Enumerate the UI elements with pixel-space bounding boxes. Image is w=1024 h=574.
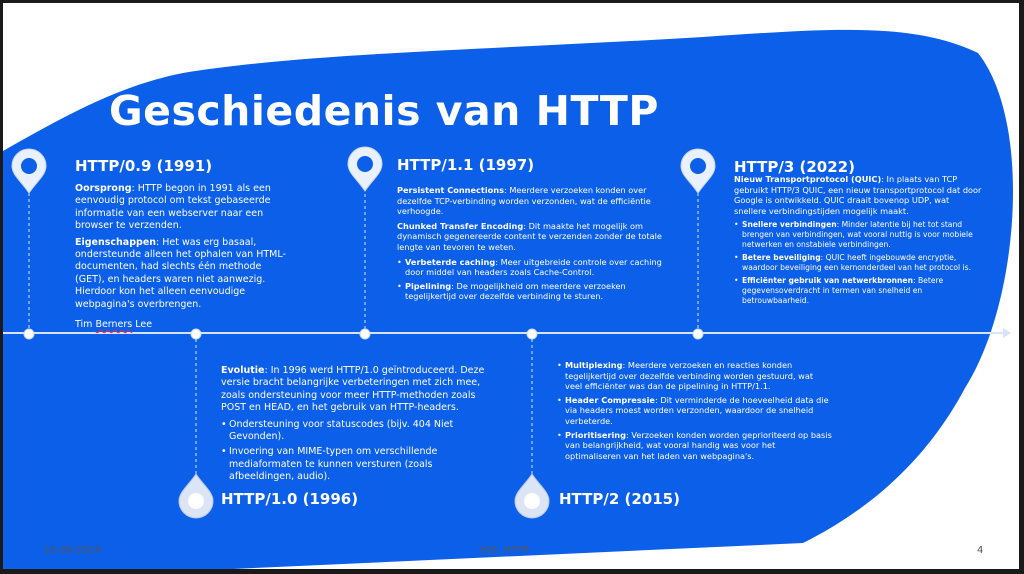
person-last: Berners — [95, 319, 133, 331]
http3-intro — [734, 174, 984, 216]
http3-intro-text: : In plaats van TCP gebruikt HTTP/3 QUIC, een nieuw transportprotocol dat door Google is ontwikkeld. QUIC draait bovenop UDP, wat snellere verbindingstijden mogelijk maakt. — [734, 174, 982, 216]
http10-intro-label: Evolutie — [221, 365, 265, 376]
http11-p1 — [397, 185, 662, 217]
http10-bullet: • Ondersteuning voor statuscodes (bijv. 404 Niet Gevonden). — [221, 419, 489, 444]
http10-bullet: • Invoering van MIME-typen om verschillende mediaformaten te kunnen versturen (zoals afbeeldingen, audio). — [221, 446, 489, 483]
http3-b2-label: Betere beveiliging — [742, 253, 821, 263]
http09-heading: HTTP/0.9 (1991) — [75, 157, 213, 175]
http3-b3-label: Efficiënter gebruik van netwerkbronnen — [742, 276, 913, 286]
http3-b1-label: Snellere verbindingen — [742, 220, 837, 230]
http09-features-text: : Het was erg basaal, ondersteunde alleen het ophalen van HTML-documenten, had slechts één methode (GET), en headers waren niet aanwezig. Hierdoor kon het alleen eenvoudige webpagina's overbrengen. — [75, 236, 286, 310]
http2-b2-text: : Dit verminderde de hoeveelheid data die via headers moest worden verzonden, waardoor de snelheid verbeterde. — [565, 394, 829, 426]
http10-intro — [221, 365, 489, 415]
http2-b1-label: Multiplexing — [565, 360, 623, 370]
http11-heading: HTTP/1.1 (1997) — [397, 156, 535, 174]
http3-text — [734, 174, 984, 309]
timeline-dot — [693, 329, 703, 339]
http10-heading: HTTP/1.0 (1996) — [221, 490, 359, 508]
timeline-arrow-icon — [1003, 328, 1011, 338]
http11-b1-label: Verbeterde caching — [405, 256, 496, 267]
timeline-dot — [360, 329, 370, 339]
http11-text — [397, 185, 662, 305]
http11-p2 — [397, 221, 662, 253]
http09-origin-label: Oorsprong — [75, 183, 132, 194]
timeline-dot — [24, 329, 34, 339]
http3-b3-text: : Betere gegevensoverdracht in termen van snelheid en betrouwbaarheid. — [742, 276, 944, 306]
http11-bullet — [397, 257, 662, 278]
http3-heading: HTTP/3 (2022) — [734, 158, 855, 176]
http10-text — [221, 365, 489, 487]
footer-date: 19-09-2024 — [43, 545, 102, 556]
http09-origin — [75, 183, 293, 233]
http09-features — [75, 237, 293, 311]
http3-b2-text: : QUIC heeft ingebouwde encryptie, waardoor beveiliging een kernonderdeel van het protocol is. — [742, 253, 972, 273]
http11-p2-label: Chunked Transfer Encoding — [397, 220, 524, 231]
http2-b3-label: Prioritisering — [565, 429, 626, 440]
http11-p1-text: : Meerdere verzoeken konden over dezelfde TCP-verbinding worden verzonden, wat de efficiëntie verhoogde. — [397, 185, 651, 217]
http3-intro-label: Nieuw Transportprotocol (QUIC) — [734, 174, 882, 184]
http2-bullet — [557, 430, 832, 462]
http11-p2-text: : Dit maakte het mogelijk om dynamisch gegenereerde content te verzenden zonder de totale lengte van tevoren te weten. — [397, 220, 662, 252]
http11-bullet — [397, 281, 662, 302]
person-rest: Lee — [132, 319, 153, 331]
http09-origin-text: : HTTP begon in 1991 als een eenvoudig protocol om tekst gebaseerde informatie van een webserver naar een browser te verzenden. — [75, 183, 271, 232]
http3-b1-text: : Minder latentie bij het tot stand brengen van verbindingen, wat vooral nuttig is voor mobiele netwerken en onstabiele verbindingen. — [742, 220, 973, 250]
http3-bullet — [734, 253, 984, 273]
timeline-dot — [527, 329, 537, 339]
slide-title: Geschiedenis van HTTP — [109, 87, 659, 135]
http2-bullet — [557, 395, 832, 427]
footer-title: HIS: HTTP — [480, 545, 529, 556]
http11-p1-label: Persistent Connections — [397, 185, 504, 195]
http2-bullet — [557, 360, 832, 392]
person-first: Tim — [75, 319, 96, 331]
http11-b2-label: Pipelining — [405, 280, 452, 291]
http10-intro-text: : In 1996 werd HTTP/1.0 geïntroduceerd. Deze versie bracht belangrijke verbeteringen met zich mee, zoals ondersteuning voor meer HTTP-methoden zoals POST en HEAD, en het gebruik van HTTP-headers. — [221, 365, 485, 414]
http3-bullet — [734, 220, 984, 250]
http11-b1-text: : Meer uitgebreide controle over caching door middel van headers zoals Cache-Control. — [405, 256, 662, 278]
http09-person — [75, 319, 293, 331]
http3-bullet — [734, 276, 984, 306]
http2-heading: HTTP/2 (2015) — [559, 490, 680, 508]
http09-features-label: Eigenschappen — [75, 236, 157, 248]
slide — [3, 3, 1019, 569]
http2-text — [557, 360, 832, 464]
http2-b3-text: : Verzoeken konden worden geprioriteerd op basis van belangrijkheid, wat vooral handig was voor het optimaliseren van het laden van webpagina's. — [565, 429, 832, 461]
http11-b2-text: : De mogelijkheid om meerdere verzoeken tegelijkertijd over dezelfde verbinding te sturen. — [405, 280, 626, 302]
page-number: 4 — [977, 545, 984, 556]
http09-text — [75, 183, 293, 335]
http2-b1-text: : Meerdere verzoeken en reacties konden tegelijkertijd over dezelfde verbinding worden gestuurd, wat veel efficiënter was dan de pipelining in HTTP/1.1. — [565, 360, 814, 392]
http2-b2-label: Header Compressie — [565, 394, 655, 405]
